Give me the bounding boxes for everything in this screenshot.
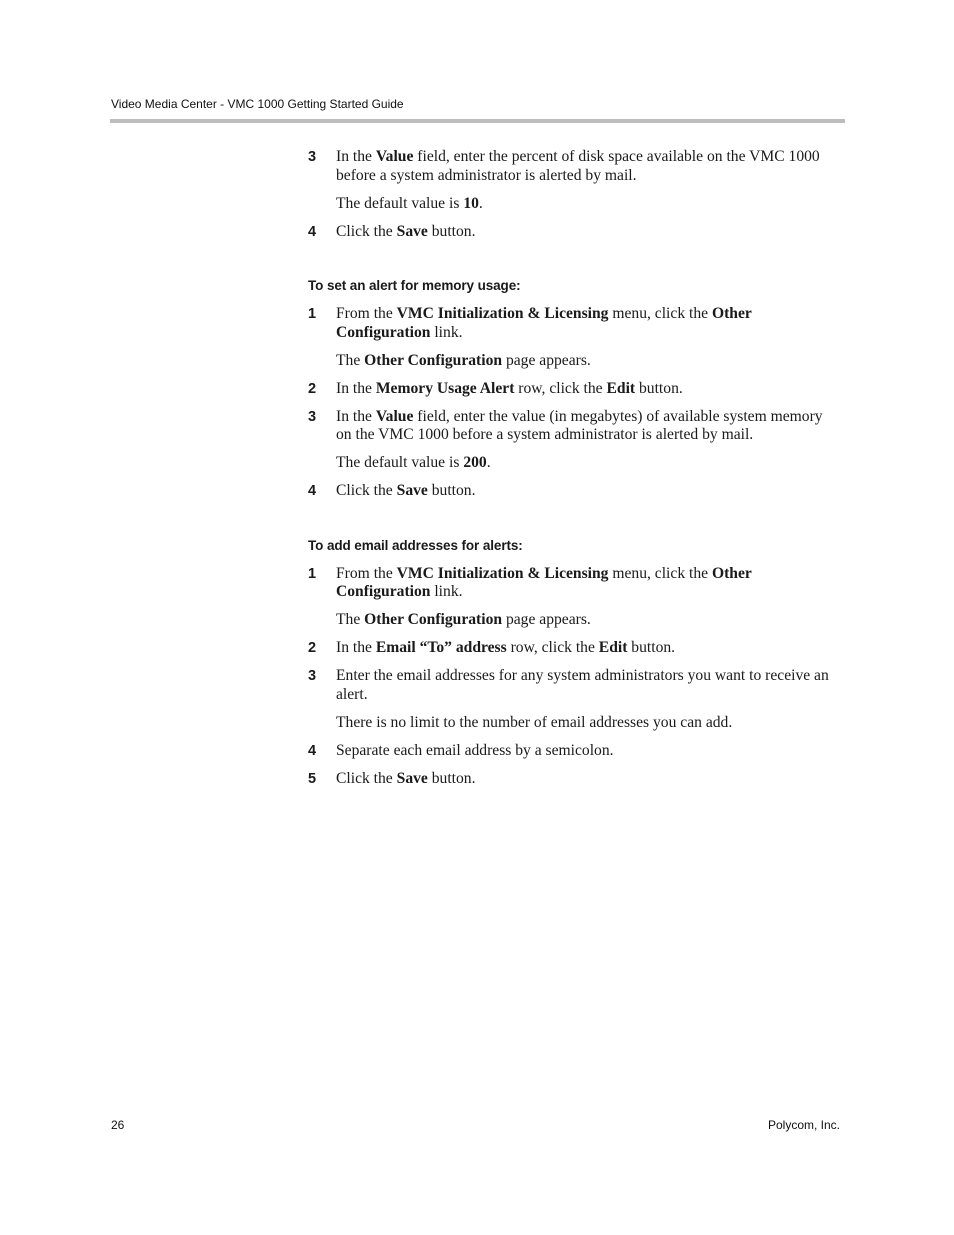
- page-number: 26: [111, 1118, 125, 1132]
- step-number: 3: [308, 408, 317, 425]
- step-number: 4: [308, 483, 317, 499]
- step-3-enter-emails: 3 Enter the email addresses for any system administrators you want to receive an alert.: [308, 667, 829, 703]
- step-number: 5: [308, 770, 317, 787]
- default-value-note: The default value is 10.: [336, 194, 483, 212]
- page-body: [308, 148, 838, 798]
- step-number: 4: [308, 223, 317, 240]
- company-name: Polycom, Inc.: [767, 1118, 840, 1132]
- field-name-value: Value: [375, 148, 414, 165]
- step-5-save: 5 Click the Save button.: [308, 769, 476, 787]
- step-3-disk-value: 3 In the Value field, enter the percent of disk space available on the VMC 1000 before a system administrator is alerted by mail.: [308, 148, 820, 184]
- step-2-edit-row: 2 In the Memory Usage Alert row, click the Edit button.: [308, 379, 683, 397]
- step-number: 1: [308, 565, 317, 582]
- step-1-open-config: 1 From the VMC Initialization & Licensing menu, click the Other Configuration link.: [308, 564, 752, 600]
- step-number: 2: [308, 640, 317, 656]
- step-number: 4: [308, 742, 317, 759]
- no-limit-note: There is no limit to the number of email addresses you can add.: [336, 713, 733, 731]
- step-4-separate: 4 Separate each email address by a semicolon.: [308, 741, 614, 759]
- running-header: Video Media Center - VMC 1000 Getting Started Guide: [111, 97, 404, 111]
- step-number: 3: [308, 668, 317, 684]
- procedure-heading-memory: To set an alert for memory usage:: [308, 278, 521, 293]
- header-divider: [110, 119, 845, 123]
- default-value-note: The default value is 200.: [336, 454, 491, 471]
- page-appears-note: The Other Configuration page appears.: [336, 351, 591, 369]
- step-4-save: 4 Click the Save button.: [308, 222, 476, 240]
- step-number: 2: [308, 380, 317, 397]
- step-3-memory-value: 3 In the Value field, enter the value (in megabytes) of available system memory on the VMC 1000 before a system administrator is alerted by mail.: [308, 407, 823, 443]
- step-number: 3: [308, 149, 317, 165]
- step-2-edit-row: 2 In the Email “To” address row, click the Edit button.: [308, 639, 676, 656]
- step-1-open-config: 1 From the VMC Initialization & Licensing menu, click the Other Configuration link.: [308, 305, 752, 341]
- step-4-save: 4 Click the Save button.: [308, 482, 476, 499]
- procedure-heading-email: To add email addresses for alerts:: [308, 537, 523, 553]
- step-number: 1: [308, 306, 317, 322]
- page-appears-note: The Other Configuration page appears.: [336, 611, 591, 628]
